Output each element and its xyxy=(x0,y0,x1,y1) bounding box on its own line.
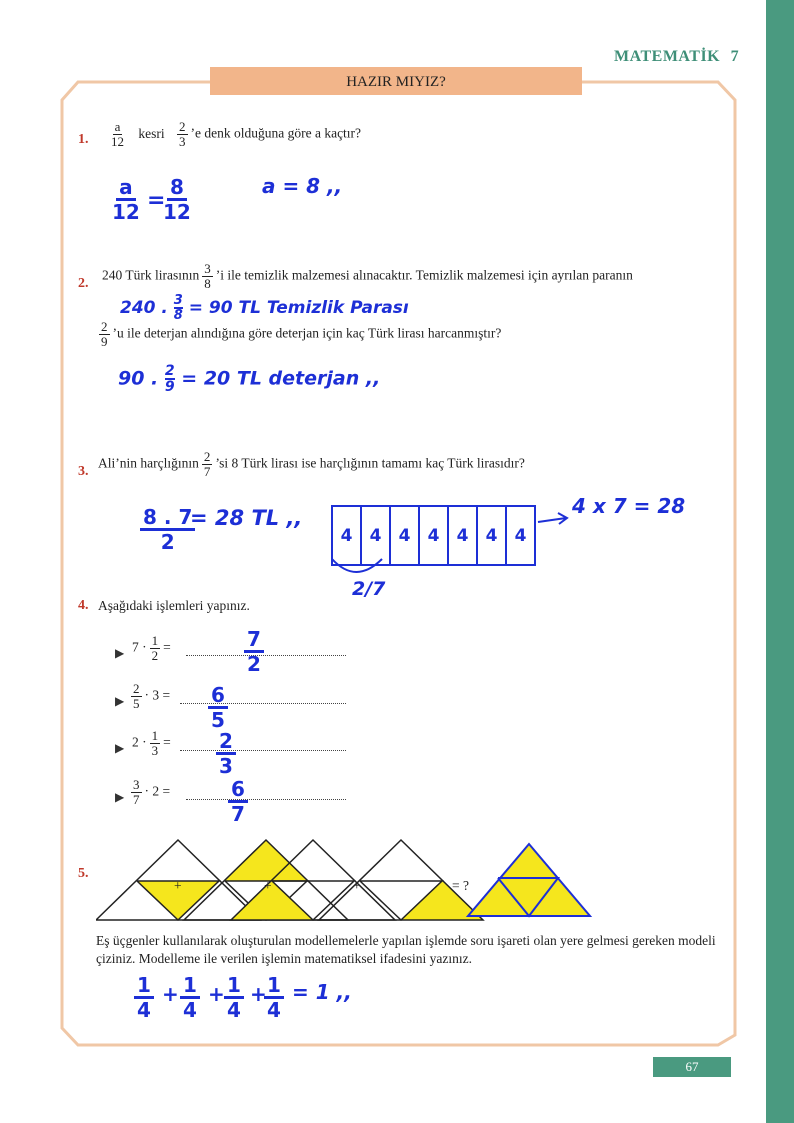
q3-hw-result: = 28 TL ,, xyxy=(190,506,303,530)
q5-triangle-models xyxy=(96,838,596,924)
q5-hw-term-4: 1 4 xyxy=(264,974,284,1021)
q5-hw-term-1: 1 4 xyxy=(134,974,154,1021)
q1-hw-equals: = xyxy=(147,188,166,213)
q1-fraction-b: $\frac{2}{3}$ xyxy=(179,119,186,149)
q2-fraction-b: $\frac{2}{9}$ xyxy=(101,319,108,349)
q4-bullet-icon: ▶ xyxy=(115,790,125,804)
q5-hw-op-3: + xyxy=(250,982,267,1006)
q5-instruction-text: Eş üçgenler kullanılarak oluşturulan modellemelerle yapılan işlemde soru işareti olan yere gelmesi gereken modeli çiziniz. Modelleme ile verilen işlemin matematiksel ifadesini yazınız. xyxy=(96,933,716,966)
q4-hw-answer-4: 6 7 xyxy=(228,778,248,825)
q3-fraction: $\frac{2}{7}$ xyxy=(203,449,211,479)
question-3-text: Ali’nin harçlığının $\frac{2}{7}$ ’si 8 Türk lirası ise harçlığının tamamı kaç Türk lirasıdır? xyxy=(98,449,525,479)
question-2-number: 2. xyxy=(78,276,89,291)
q3-hw-box-label: 2/7 xyxy=(352,578,386,600)
page-number: 67 xyxy=(653,1057,731,1077)
question-5-number: 5. xyxy=(78,866,89,881)
q5-hw-op-1: + xyxy=(162,982,179,1006)
q4-item-1: 7 · $\frac{1}{2}$ = xyxy=(132,633,171,663)
q1-hw-answer: a = 8 ,, xyxy=(262,174,343,198)
q4-bullet-icon: ▶ xyxy=(115,741,125,755)
q1-rest: ’e denk olduğuna göre a kaçtır? xyxy=(190,125,362,141)
q4-item-3: 2 · $\frac{1}{3}$ = xyxy=(132,728,171,758)
q2-fraction-a: $\frac{3}{8}$ xyxy=(204,261,211,291)
question-2-line-2: $\frac{2}{9}$ ’u ile deterjan alındığına göre deterjan için kaç Türk lirası harcanmıştır? xyxy=(101,319,502,349)
q1-word: kesri xyxy=(138,125,165,141)
q2-hw-line-1: 240 . $\frac{3}{8}$ = 90 TL Temizlik Parası xyxy=(120,293,409,323)
question-2-line-1: 240 Türk lirasının $\frac{3}{8}$ ’i ile temizlik malzemesi alınacaktır. Temizlik malzemesi için ayrılan paranın xyxy=(102,261,633,291)
q1-fraction-a: $\frac{a}{12}$ xyxy=(111,119,124,149)
q2-hw-line-2: 90 . $\frac{2}{9}$ = 20 TL deterjan ,, xyxy=(118,363,381,395)
q4-hw-answer-3: 2 3 xyxy=(216,730,236,777)
q3-hw-arrow-text: 4 x 7 = 28 xyxy=(572,494,686,518)
q5-plus-1: + xyxy=(174,878,182,893)
q4-hw-answer-2: 6 5 xyxy=(208,684,228,731)
q5-hw-op-2: + xyxy=(208,982,225,1006)
q4-bullet-icon: ▶ xyxy=(115,646,125,660)
q5-hw-term-2: 1 4 xyxy=(180,974,200,1021)
q3-hw-fraction: 8 . 7 2 xyxy=(140,506,195,553)
q4-item-2: $\frac{2}{5}$ · 3 = xyxy=(133,681,171,711)
section-title-banner xyxy=(210,67,582,95)
q3-box: 4 xyxy=(360,505,389,566)
q3-box: 4 xyxy=(418,505,447,566)
q4-hw-answer-1: 7 2 xyxy=(244,628,264,675)
grade-label: 7 xyxy=(730,48,740,65)
question-1-number: 1. xyxy=(78,132,89,147)
question-3-number: 3. xyxy=(78,464,89,479)
q5-hw-answer-triangle xyxy=(468,844,590,916)
q3-arrow-icon xyxy=(536,510,572,530)
q5-equals-question: = ? xyxy=(452,878,469,893)
q4-answer-line xyxy=(180,702,346,704)
q4-bullet-icon: ▶ xyxy=(115,694,125,708)
q3-box: 4 xyxy=(389,505,418,566)
q3-box: 4 xyxy=(447,505,476,566)
q1-hw-fraction-a: a 12 xyxy=(112,175,140,224)
q5-plus-2: + xyxy=(264,878,272,893)
q5-hw-term-3: 1 4 xyxy=(224,974,244,1021)
section-title: HAZIR MIYIZ? xyxy=(346,74,446,90)
q3-box: 4 xyxy=(505,505,536,566)
q3-box: 4 xyxy=(331,505,360,566)
q4-answer-line xyxy=(186,798,346,800)
q3-box: 4 xyxy=(476,505,505,566)
q4-item-4: $\frac{3}{7}$ · 2 = xyxy=(133,777,171,807)
question-4-number: 4. xyxy=(78,598,89,613)
question-1-text xyxy=(106,120,361,149)
q4-answer-line xyxy=(186,654,346,656)
q1-hw-fraction-b: 8 12 xyxy=(163,175,191,224)
q4-answer-line xyxy=(180,749,346,751)
q5-plus-3: + xyxy=(353,878,361,893)
subject-label: MATEMATİK xyxy=(614,48,721,65)
question-4-title: Aşağıdaki işlemleri yapınız. xyxy=(98,598,250,613)
q5-hw-result: = 1 ,, xyxy=(292,980,352,1004)
